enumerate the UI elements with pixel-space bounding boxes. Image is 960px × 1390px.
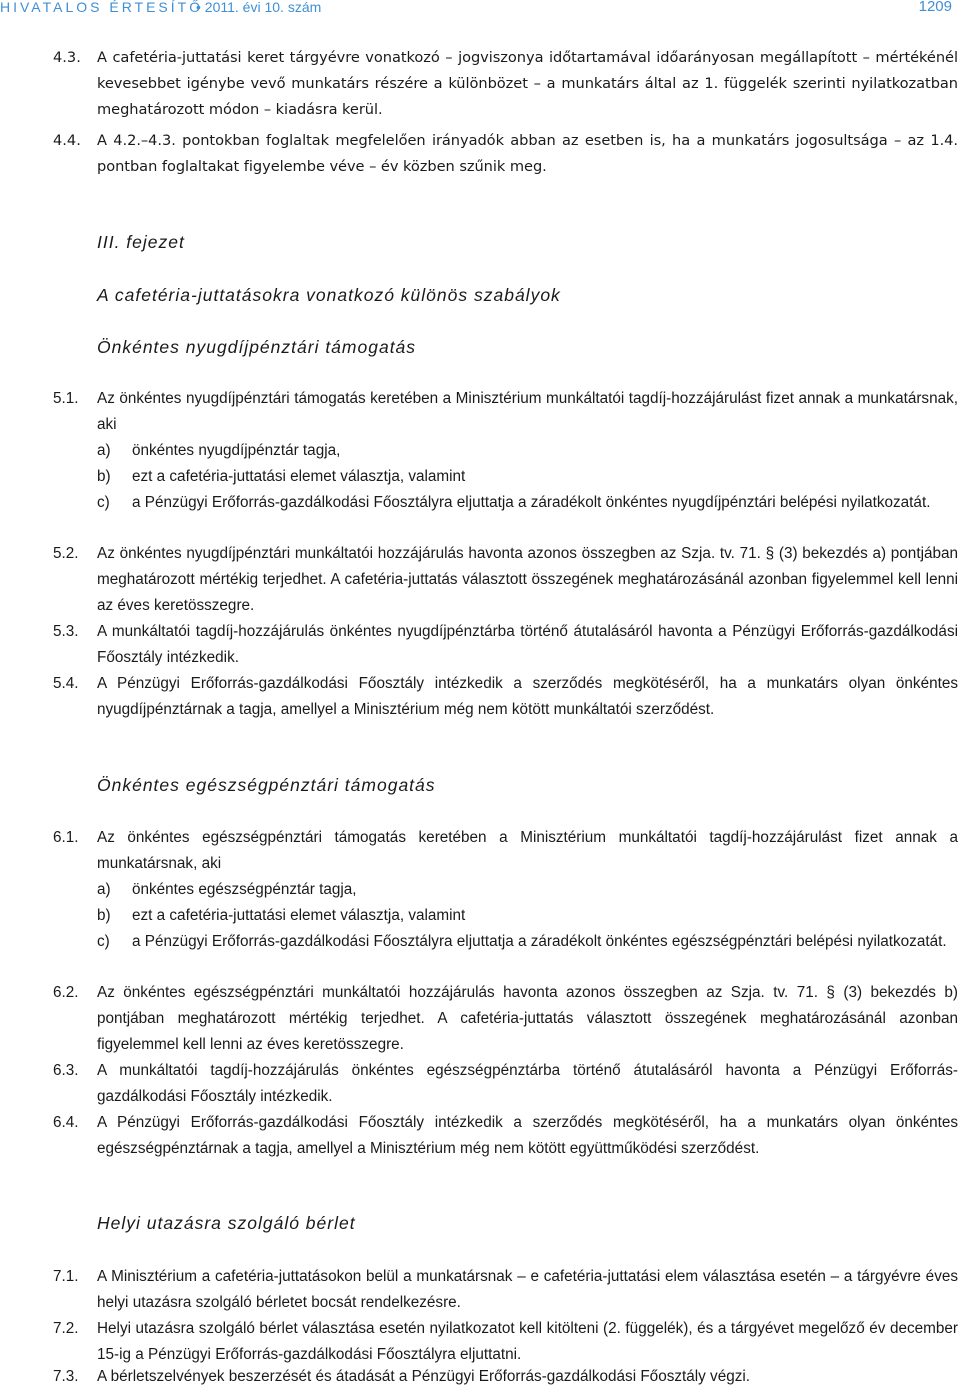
running-header: [0, 0, 960, 14]
section-heading-pension: Önkéntes nyugdíjpénztári támogatás: [97, 337, 417, 357]
paragraph-text: A Minisztérium a cafetéria-juttatásokon belül a munkatársnak – e cafetéria-juttatási elem választása esetén – a tárgyévre éves helyi utazásra szolgáló bérletet bocsát rendelkezésre.: [97, 1268, 958, 1311]
list-item: [97, 490, 958, 516]
paragraph-number: 5.2.: [53, 545, 79, 562]
paragraph-7-1: [53, 1264, 958, 1316]
paragraph-number: 7.1.: [53, 1268, 79, 1285]
paragraph-number: 6.2.: [53, 984, 79, 1001]
paragraph-text: Az önkéntes egészségpénztári támogatás keretében a Minisztérium munkáltatói tagdíj-hozzájárulást fizet annak a munkatársnak, aki: [97, 829, 958, 872]
paragraph-text: A munkáltatói tagdíj-hozzájárulás önkéntes nyugdíjpénztárba történő átutalásáról havonta a Pénzügyi Erőforrás-gazdálkodási Főosztály intézkedik.: [97, 623, 958, 666]
paragraph-text: Az önkéntes nyugdíjpénztári támogatás keretében a Minisztérium munkáltatói tagdíj-hozzájárulást fizet annak a munkatársnak, aki: [97, 390, 958, 433]
paragraph-4-3: [53, 45, 958, 123]
list-item: [97, 438, 958, 464]
section-heading-health: Önkéntes egészségpénztári támogatás: [97, 775, 436, 795]
paragraph-text: A munkáltatói tagdíj-hozzájárulás önkéntes egészségpénztárba történő átutalásáról havonta a Pénzügyi Erőforrás-gazdálkodási Főosztály intézkedik.: [97, 1062, 958, 1105]
paragraph-6-1: [53, 825, 958, 877]
paragraph-7-2: [53, 1316, 958, 1368]
paragraph-5-1: [53, 386, 958, 438]
paragraph-text: A 4.2.–4.3. pontokban foglaltak megfelelően irányadók abban az esetben is, ha a munkatárs jogosultsága – az 1.4. pontban foglaltakat figyelembe véve – év közben szűnik meg.: [97, 132, 958, 175]
paragraph-number: 6.3.: [53, 1062, 79, 1079]
list-item-label: c): [97, 494, 110, 511]
list-item-label: b): [97, 468, 111, 485]
list-item-label: c): [97, 933, 110, 950]
paragraph-number: 6.4.: [53, 1114, 79, 1131]
paragraph-7-3: [53, 1364, 958, 1390]
section-heading-transit: Helyi utazásra szolgáló bérlet: [97, 1213, 356, 1233]
paragraph-5-4: [53, 671, 958, 723]
list-item: [97, 903, 958, 929]
chapter-number: III. fejezet: [97, 232, 185, 252]
paragraph-4-4: [53, 128, 958, 180]
chapter-title: A cafetéria-juttatásokra vonatkozó különös szabályok: [97, 285, 561, 305]
paragraph-6-3: [53, 1058, 958, 1110]
paragraph-text: Az önkéntes nyugdíjpénztári munkáltatói hozzájárulás havonta azonos összegben az Szja. tv. 71. § (3) bekezdés a) pontjában meghatározott mértékig terjedhet. A cafetéria-juttatás választott összegének meghatározásánál azonban figyelemmel kell lenni az éves keretösszegre.: [97, 545, 958, 614]
paragraph-number: 6.1.: [53, 829, 79, 846]
list-item-label: a): [97, 442, 111, 459]
page-number: 1209: [918, 0, 952, 15]
paragraph-number: 7.2.: [53, 1320, 79, 1337]
paragraph-6-2: [53, 980, 958, 1058]
list-item-text: önkéntes nyugdíjpénztár tagja,: [132, 442, 341, 459]
paragraph-text: A Pénzügyi Erőforrás-gazdálkodási Főosztály intézkedik a szerződés megkötéséről, ha a munkatárs olyan önkéntes nyugdíjpénztárnak a tagja, amellyel a Minisztérium még nem kötött munkáltatói szerződést.: [97, 675, 958, 718]
paragraph-number: 4.4.: [53, 132, 81, 149]
paragraph-text: A cafetéria-juttatási keret tárgyévre vonatkozó – jogviszonya időtartamával időarányosan megállapított – mértékénél kevesebbet igénybe vevő munkatárs részére a különbözet – a munkatárs által az 1. függelék szerinti nyilatkozatban meghatározott módon – kiadásra kerül.: [97, 49, 958, 118]
list-item: [97, 464, 958, 490]
list-item-text: ezt a cafetéria-juttatási elemet választja, valamint: [132, 907, 466, 924]
paragraph-text: A Pénzügyi Erőforrás-gazdálkodási Főosztály intézkedik a szerződés megkötéséről, ha a munkatárs olyan önkéntes egészségpénztárnak a tagja, amellyel a Minisztérium még nem kötött együttműködési szerződést.: [97, 1114, 958, 1157]
journal-title: HIVATALOS ÉRTESÍTŐ: [0, 0, 204, 15]
paragraph-text: Az önkéntes egészségpénztári munkáltatói hozzájárulás havonta azonos összegben az Szja. tv. 71. § (3) bekezdés b) pontjában meghatározott mértékig terjedhet. A cafetéria-juttatás választott összegének meghatározásánál azonban figyelemmel kell lenni az éves keretösszegre.: [97, 984, 958, 1053]
list-item: [97, 929, 958, 955]
paragraph-number: 5.3.: [53, 623, 79, 640]
list-item-text: a Pénzügyi Erőforrás-gazdálkodási Főosztályra eljuttatja a záradékolt önkéntes nyugdíjpénztári belépési nyilatkozatát.: [132, 494, 931, 511]
list-item-label: a): [97, 881, 111, 898]
paragraph-number: 4.3.: [53, 49, 81, 66]
paragraph-5-2: [53, 541, 958, 619]
list-item-label: b): [97, 907, 111, 924]
paragraph-text: A bérletszelvények beszerzését és átadását a Pénzügyi Erőforrás-gazdálkodási Főosztály végzi.: [97, 1368, 751, 1385]
issue-info: • 2011. évi 10. szám: [196, 0, 322, 15]
list-item-text: a Pénzügyi Erőforrás-gazdálkodási Főosztályra eljuttatja a záradékolt önkéntes egészségpénztári belépési nyilatkozatát.: [132, 933, 947, 950]
paragraph-5-3: [53, 619, 958, 671]
paragraph-number: 5.4.: [53, 675, 79, 692]
paragraph-text: Helyi utazásra szolgáló bérlet választása esetén nyilatkozatot kell kitölteni (2. függelék), és a tárgyévet megelőző év december 15-ig a Pénzügyi Erőforrás-gazdálkodási Főosztályra eljuttatni.: [97, 1320, 958, 1363]
paragraph-number: 5.1.: [53, 390, 79, 407]
list-item: [97, 877, 958, 903]
paragraph-number: 7.3.: [53, 1368, 79, 1385]
paragraph-6-4: [53, 1110, 958, 1162]
list-item-text: önkéntes egészségpénztár tagja,: [132, 881, 357, 898]
list-item-text: ezt a cafetéria-juttatási elemet választja, valamint: [132, 468, 466, 485]
